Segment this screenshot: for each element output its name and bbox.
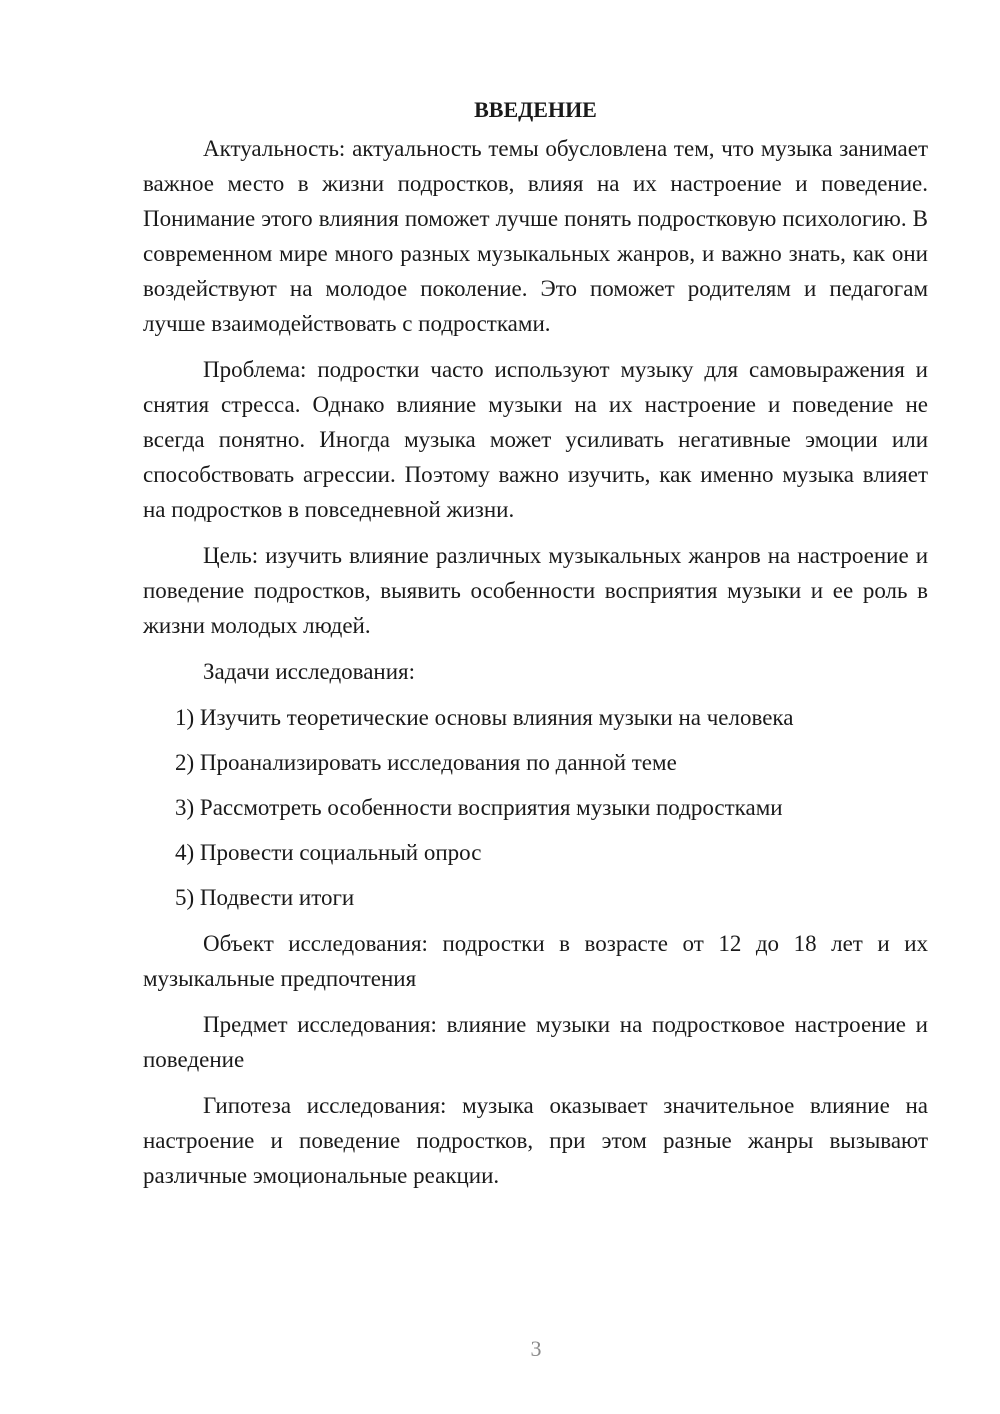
subject-paragraph: Предмет исследования: влияние музыки на подростковое настроение и поведение — [143, 1012, 928, 1072]
page-content — [143, 92, 928, 1204]
page-number: 3 — [530, 1336, 542, 1361]
list-item: 1) Изучить теоретические основы влияния музыки на человека — [175, 705, 794, 730]
list-item: 3) Рассмотреть особенности восприятия музыки подростками — [175, 795, 783, 820]
object-paragraph: Объект исследования: подростки в возрасте от 12 до 18 лет и их музыкальные предпочтения — [143, 931, 928, 991]
goal-paragraph: Цель: изучить влияние различных музыкальных жанров на настроение и поведение подростков, выявить особенности восприятия музыки и ее роль в жизни молодых людей. — [143, 543, 928, 638]
list-item: 2) Проанализировать исследования по данной теме — [175, 750, 677, 775]
tasks-list — [143, 700, 928, 915]
relevance-paragraph: Актуальность: актуальность темы обусловлена тем, что музыка занимает важное место в жизни подростков, влияя на их настроение и поведение. Понимание этого влияния поможет лучше понять подростковую психологию. В современном мире много разных музыкальных жанров, и важно знать, как они воздействуют на молодое поколение. Это поможет родителям и педагогам лучше взаимодействовать с подростками. — [143, 136, 928, 336]
tasks-header: Задачи исследования: — [203, 659, 416, 684]
page-title: ВВЕДЕНИЕ — [474, 97, 597, 122]
problem-paragraph: Проблема: подростки часто используют музыку для самовыражения и снятия стресса. Однако влияние музыки на их настроение и поведение не всегда понятно. Иногда музыка может усиливать негативные эмоции или способствовать агрессии. Поэтому важно изучить, как именно музыка влияет на подростков в повседневной жизни. — [143, 357, 928, 522]
hypothesis-paragraph: Гипотеза исследования: музыка оказывает значительное влияние на настроение и поведение подростков, при этом разные жанры вызывают различные эмоциональные реакции. — [143, 1093, 928, 1188]
list-item: 5) Подвести итоги — [175, 885, 355, 910]
list-item: 4) Провести социальный опрос — [175, 840, 482, 865]
